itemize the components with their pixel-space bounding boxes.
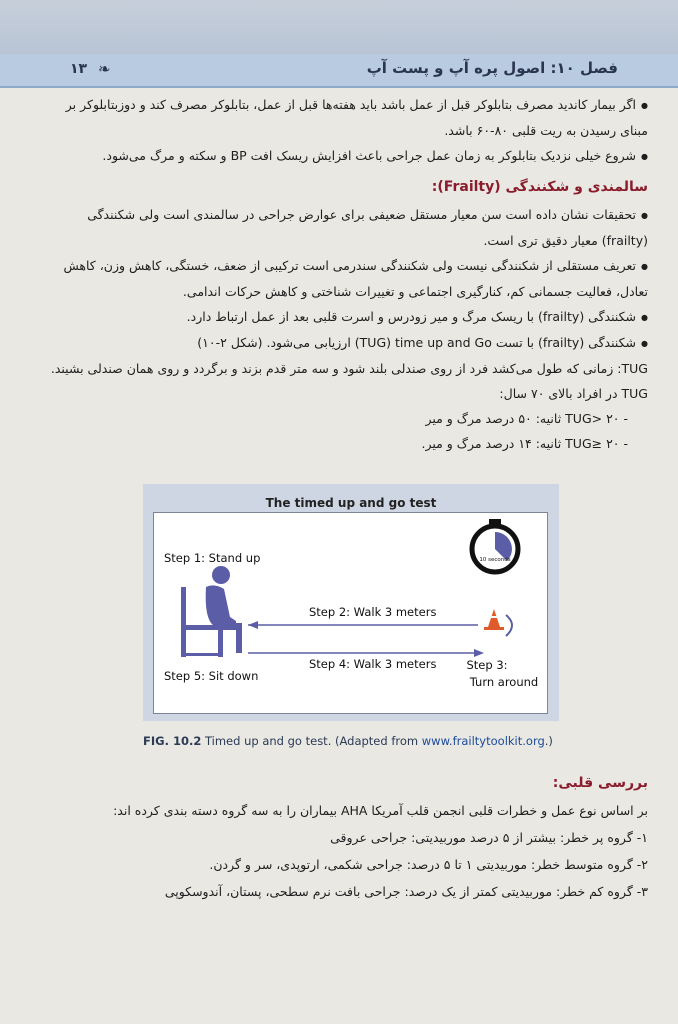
chapter-title: فصل ۱۰: اصول پره آپ و پست آپ: [366, 59, 618, 77]
step3-label-line2: Turn around: [469, 675, 539, 689]
figure-caption: [143, 734, 553, 748]
cardiac-item-3: ۳- گروه کم خطر: موربیدیتی کمتر از یک درصد: جراحی بافت نرم سطحی، پستان، آندوسکوپی: [164, 884, 648, 899]
main-text: [50, 92, 648, 456]
step3-label-line1: Step 3:: [466, 658, 508, 672]
step4-label: Step 4: Walk 3 meters: [309, 657, 437, 671]
frailty-section-title: سالمندی و شکنندگی (Frailty):: [431, 179, 648, 195]
tug-diagram: [154, 513, 547, 713]
caption-label: FIG. 10.2: [143, 734, 202, 748]
frailty-bullet-1: ● تحقیقات نشان داده است سن معیار مستقل ضعیفی برای عوارض جراحی در سالمندی است ولی شکنندگی (frailty) معیار دقیق تری است.: [50, 202, 648, 253]
chapter-header: [0, 54, 678, 88]
chapter-logo-icon: ❧: [98, 60, 111, 78]
cardiac-item-1: ۱- گروه پر خطر: بیشتر از ۵ درصد موربیدیتی: جراحی عروقی: [330, 830, 648, 845]
cardiac-intro: بر اساس نوع عمل و خطرات قلبی انجمن قلب آمریکا AHA بیماران را به سه گروه دسته بندی کرده اند:: [113, 803, 648, 818]
cardiac-item-2: ۲- گروه متوسط خطر: موربیدیتی ۱ تا ۵ درصد: جراحی شکمی، ارتوپدی، سر و گردن.: [209, 857, 648, 872]
page-top-band: [0, 0, 678, 62]
stopwatch-label: 10 seconds: [479, 557, 511, 563]
caption-text: Timed up and go test. (Adapted from: [204, 734, 422, 748]
tug-elderly-heading: TUG در افراد بالای ۷۰ سال:: [499, 386, 648, 401]
step2-label: Step 2: Walk 3 meters: [309, 605, 437, 619]
cardiac-section: [40, 770, 648, 905]
tug-definition: TUG: زمانی که طول می‌کشد فرد از روی صندلی بلند شود و سه متر قدم بزند و برگردد و روی همان صندلی بشیند.: [50, 361, 648, 376]
frailty-bullet-4: ● شکنندگی (frailty) با تست TUG) time up and Go) ارزیابی می‌شود. (شکل ۲-۱۰): [50, 330, 648, 356]
stopwatch-icon: [472, 519, 518, 572]
frailty-bullet-3: ● شکنندگی (frailty) با ریسک مرگ و میر زودرس و اسرت قلبی بعد از عمل ارتباط دارد.: [50, 304, 648, 330]
step5-label: Step 5: Sit down: [164, 669, 259, 683]
caption-end: .): [544, 734, 553, 748]
tug-figure: [143, 484, 559, 721]
caption-link: www.frailtytoolkit.org: [421, 734, 545, 748]
cardiac-section-title: بررسی قلبی:: [552, 775, 648, 791]
frailty-bullet-2: ● تعریف مستقلی از شکنندگی نیست ولی شکنندگی سندرمی است ترکیبی از ضعف، خستگی، کاهش وزن، کاهش تعادل، فعالیت جسمانی کم، کنارگیری اجتماعی و تغییرات شناختی و کاهش حرکات اندامی.: [50, 253, 648, 304]
traffic-cone-icon: [484, 609, 512, 636]
seated-person-icon: [206, 566, 242, 653]
page-number: ۱۳: [70, 61, 88, 77]
beta-blocker-bullet-2: ● شروع خیلی نزدیک بتابلوکر به زمان عمل جراحی باعث افزایش ریسک افت BP و سکته و مرگ می‌شود.: [50, 143, 648, 169]
figure-panel: [153, 512, 548, 714]
tug-item-2: - TUG≥ ۲۰ ثانیه: ۱۴ درصد مرگ و میر.: [421, 436, 628, 451]
figure-title: The timed up and go test: [265, 496, 437, 510]
step1-label: Step 1: Stand up: [164, 551, 261, 565]
tug-item-1: - TUG> ۲۰ ثانیه: ۵۰ درصد مرگ و میر: [425, 411, 628, 426]
beta-blocker-bullet-1: ● اگر بیمار کاندید مصرف بتابلوکر قبل از عمل باشد باید هفته‌ها قبل از عمل، بتابلوکر مصرف کند و دوزبتابلوکر بر مبنای رسیدن به ریت قلبی ۸۰-۶۰ باشد.: [50, 92, 648, 143]
